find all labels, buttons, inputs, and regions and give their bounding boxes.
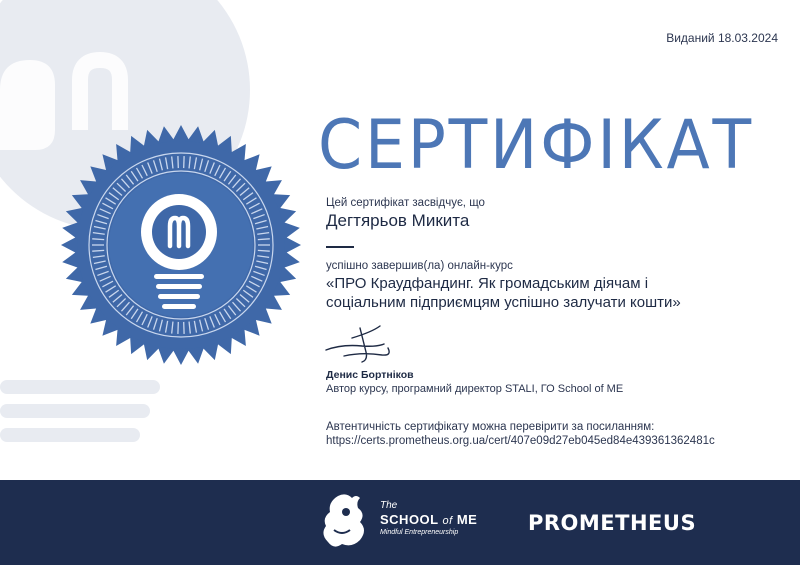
verify-link[interactable]: https://certs.prometheus.org.ua/cert/407e09d27eb045ed84e439361362481c — [326, 435, 715, 447]
verify-text: Автентичність сертифікату можна перевірити за посиланням: — [326, 421, 655, 433]
divider — [326, 246, 354, 248]
signer-block — [326, 369, 623, 395]
course-title — [326, 274, 786, 312]
seal-badge-icon — [58, 122, 304, 368]
som-the: The — [380, 500, 398, 511]
signer-name: Денис Бортніков — [326, 369, 414, 381]
prometheus-logo: PROMETHEUS — [528, 511, 697, 535]
course-title-line-1: «ПРО Краудфандинг. Як громадським діячам і — [326, 274, 649, 292]
school-of-me-wordmark — [380, 500, 477, 536]
recipient-name: Дегтярьов Микита — [326, 211, 470, 230]
course-title-line-2: соціальним підприємцям успішно залучати кошти» — [326, 293, 681, 311]
certifies-text: Цей сертифікат засвідчує, що — [326, 197, 485, 209]
som-name: SCHOOL of ME — [380, 512, 478, 527]
som-tagline: Mindful Entrepreneurship — [380, 529, 459, 536]
verification-block — [326, 421, 715, 447]
signature-icon — [322, 322, 412, 368]
signer-role: Автор курсу, програмний директор STALI, ГО School of ME — [326, 383, 624, 395]
issued-date: Виданий 18.03.2024 — [666, 31, 778, 45]
completed-text: успішно завершив(ла) онлайн-курс — [326, 259, 513, 272]
certificate-title: СЕРТИФІКАТ — [318, 106, 754, 185]
certificate-body — [326, 197, 786, 312]
